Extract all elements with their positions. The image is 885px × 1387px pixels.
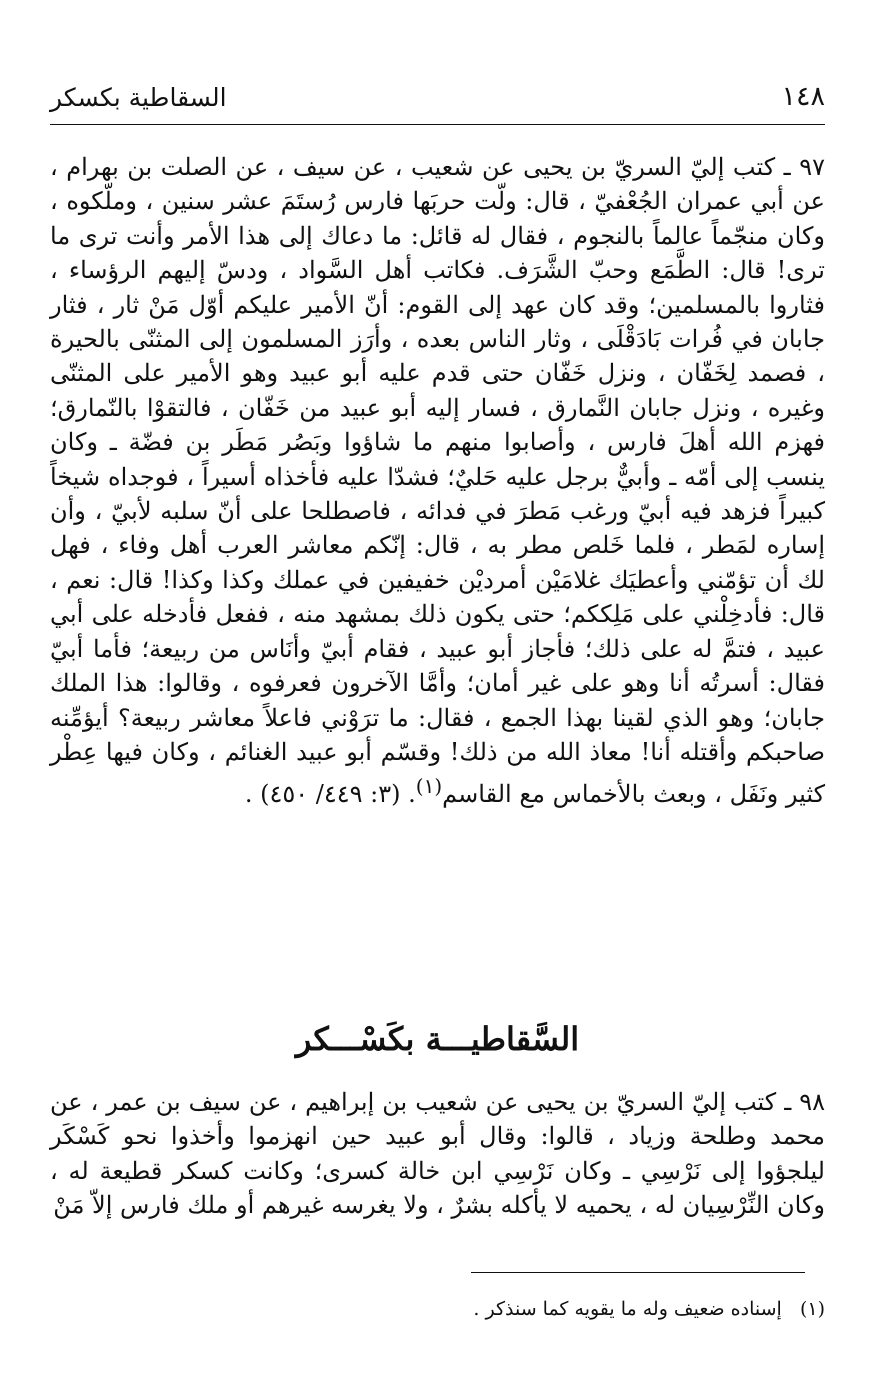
section-heading: السَّقاطيـــة بكَسْـــكر [295,1020,580,1058]
footnote-reference: (١) [415,774,443,799]
running-title: السقاطية بكسكر [50,83,227,112]
footnote-text: إسناده ضعيف وله ما يقويه كما سنذكر . [473,1298,782,1320]
paragraph-98: ٩٨ ـ كتب إليّ السريّ بن يحيى عن شعيب بن إبراهيم ، عن سيف بن عمر ، عن محمد وطلحة وزياد ، قالوا: وقال أبو عبيد حين انهزموا وأخذوا نحو كَسْكَر ليلجؤوا إلى نَرْسِي ـ وكان نَرْسِي ابن خالة كسرى؛ وكانت كسكر قطيعة له ، وكان النِّرْسِيان له ، يحميه لا يأكله بشرٌ ، ولا يغرسه غيرهم أو ملك فارس إلاّ مَنْ [50,1088,825,1220]
footnote [50,1296,825,1322]
header-rule [50,124,825,125]
citation: (٣: ٤٤٩/ ٤٥٠) . [244,780,401,809]
page-number: ١٤٨ [781,81,825,112]
paragraph-97-text: ٩٧ ـ كتب إليّ السريّ بن يحيى عن شعيب ، عن سيف ، عن الصلت بن بهرام ، عن أبي عمران الجُعْفيّ ، قال: ولّت حربَها فارس رُستَمَ عشر سنين ، وملّكوه ، وكان منجّماً عالماً بالنجوم ، فقال له قائل: ما دعاك إلى هذا الأمر وأنت ترى ما ترى! قال: الطَّمَع وحبّ الشَّرَف. فكاتب أهل السَّواد ، ودسّ إليهم الرؤساء ، فثاروا بالمسلمين؛ وقد كان عهد إلى القوم: أنّ الأمير عليكم أوّل مَنْ ثار ، فثار جابان في فُرات بَادَقْلَى ، وثار الناس بعده ، وأرَز المسلمون إلى المثنّى بالحيرة ، فصمد لِخَفّان ، ونزل خَفّان حتى قدم عليه أبو عبيد وهو الأمير على المثنّى وغيره ، ونزل جابان النَّمارق ، فسار إليه أبو عبيد من خَفّان ، فالتقوْا بالنّمارق؛ فهزم الله أهلَ فارس ، وأصابوا منهم ما شاؤوا وبَصُر مَطَر بن فضّة ـ وكان ينسب إلى أمّه ـ وأبيٌّ برجل عليه حَليٌ؛ فشدّا عليه فأخذاه أسيراً ، فوجداه شيخاً كبيراً فزهد فيه أبيّ ورغب مَطرَ في فدائه ، فاصطلحا على أنّ سلبه لأبيّ ، وأن إساره لمَطر ، فلما خَلص مطر به ، قال: إنّكم معاشر العرب أهل وفاء ، فهل لك أن تؤمّني وأعطيَك غلامَيْن أمرديْن خفيفين في عملك وكذا وكذا! قال: نعم ، قال: فأدخِلْني على مَلِككم؛ حتى يكون ذلك بمشهد منه ، ففعل فأدخله على أبي عبيد ، فتمَّ له على ذلك؛ فأجاز أبو عبيد ، فقام أبيّ وأنَاس من ربيعة؛ فأما أبيّ فقال: أسرتُه أنا وهو على غير أمان؛ وأمَّا الآخرون فعرفوه ، وقالوا: هذا الملك جابان؛ وهو الذي لقينا بهذا الجمع ، فقال: ما ترَوْني فاعلاً معاشر ربيعة؟ أيؤمِّنه صاحبكم وأقتله أنا! معاذ الله من ذلك! وقسّم أبو عبيد الغنائم ، وكان فيها عِطْر كثير ونَفَل ، وبعث بالأخماس مع القاسم [50,153,826,809]
page-header [50,80,825,120]
paragraph-97: ٩٧ ـ كتب إليّ السريّ بن يحيى عن شعيب ، عن سيف ، عن الصلت بن بهرام ، عن أبي عمران الجُعْفيّ ، قال: ولّت حربَها فارس رُستَمَ عشر سنين ، وملّكوه ، وكان منجّماً عالماً بالنجوم ، فقال له قائل: ما دعاك إلى هذا الأمر وأنت ترى ما ترى! قال: الطَّمَع وحبّ الشَّرَف. فكاتب أهل السَّواد ، ودسّ إليهم الرؤساء ، فثاروا بالمسلمين؛ وقد كان عهد إلى القوم: أنّ الأمير عليكم أوّل مَنْ ثار ، فثار جابان في فُرات بَادَقْلَى ، وثار الناس بعده ، وأرَز المسلمون إلى المثنّى بالحيرة ، فصمد لِخَفّان ، ونزل خَفّان حتى قدم عليه أبو عبيد وهو الأمير على المثنّى وغيره ، ونزل جابان النَّمارق ، فسار إليه أبو عبيد من خَفّان ، فالتقوْا بالنّمارق؛ فهزم الله أهلَ فارس ، وأصابوا منهم ما شاؤوا وبَصُر مَطَر بن فضّة ـ وكان ينسب إلى أمّه ـ وأبيٌّ برجل عليه حَليٌ؛ فشدّا عليه فأخذاه أسيراً ، فوجداه شيخاً كبيراً فزهد فيه أبيّ ورغب مَطرَ في فدائه ، فاصطلحا على أنّ سلبه لأبيّ ، وأن إساره لمَطر ، فلما خَلص مطر به ، قال: إنّكم معاشر العرب أهل وفاء ، فهل لك أن تؤمّني وأعطيَك غلامَيْن أمرديْن خفيفين في عملك وكذا وكذا! قال: نعم ، قال: فأدخِلْني على مَلِككم؛ حتى يكون ذلك بمشهد منه ، ففعل فأدخله على أبي عبيد ، فتمَّ له على ذلك؛ فأجاز أبو عبيد ، فقام أبيّ وأنَاس من ربيعة؛ فأما أبيّ فقال: أسرتُه أنا وهو على غير أمان؛ وأمَّا الآخرون فعرفوه ، وقالوا: هذا الملك جابان؛ وهو الذي لقينا بهذا الجمع ، فقال: ما ترَوْني فاعلاً معاشر ربيعة؟ أيؤمِّنه صاحبكم وأقتله أنا! معاذ الله من ذلك! وقسّم أبو عبيد الغنائم ، وكان فيها عِطْر كثير ونَفَل ، وبعث بالأخماس مع القاسم$^{(١)}$. (٣: ٤٤٩/ ٤٥٠) . [50,153,826,809]
footnote-marker: (١) [799,1298,825,1320]
footnote-rule [471,1272,805,1273]
